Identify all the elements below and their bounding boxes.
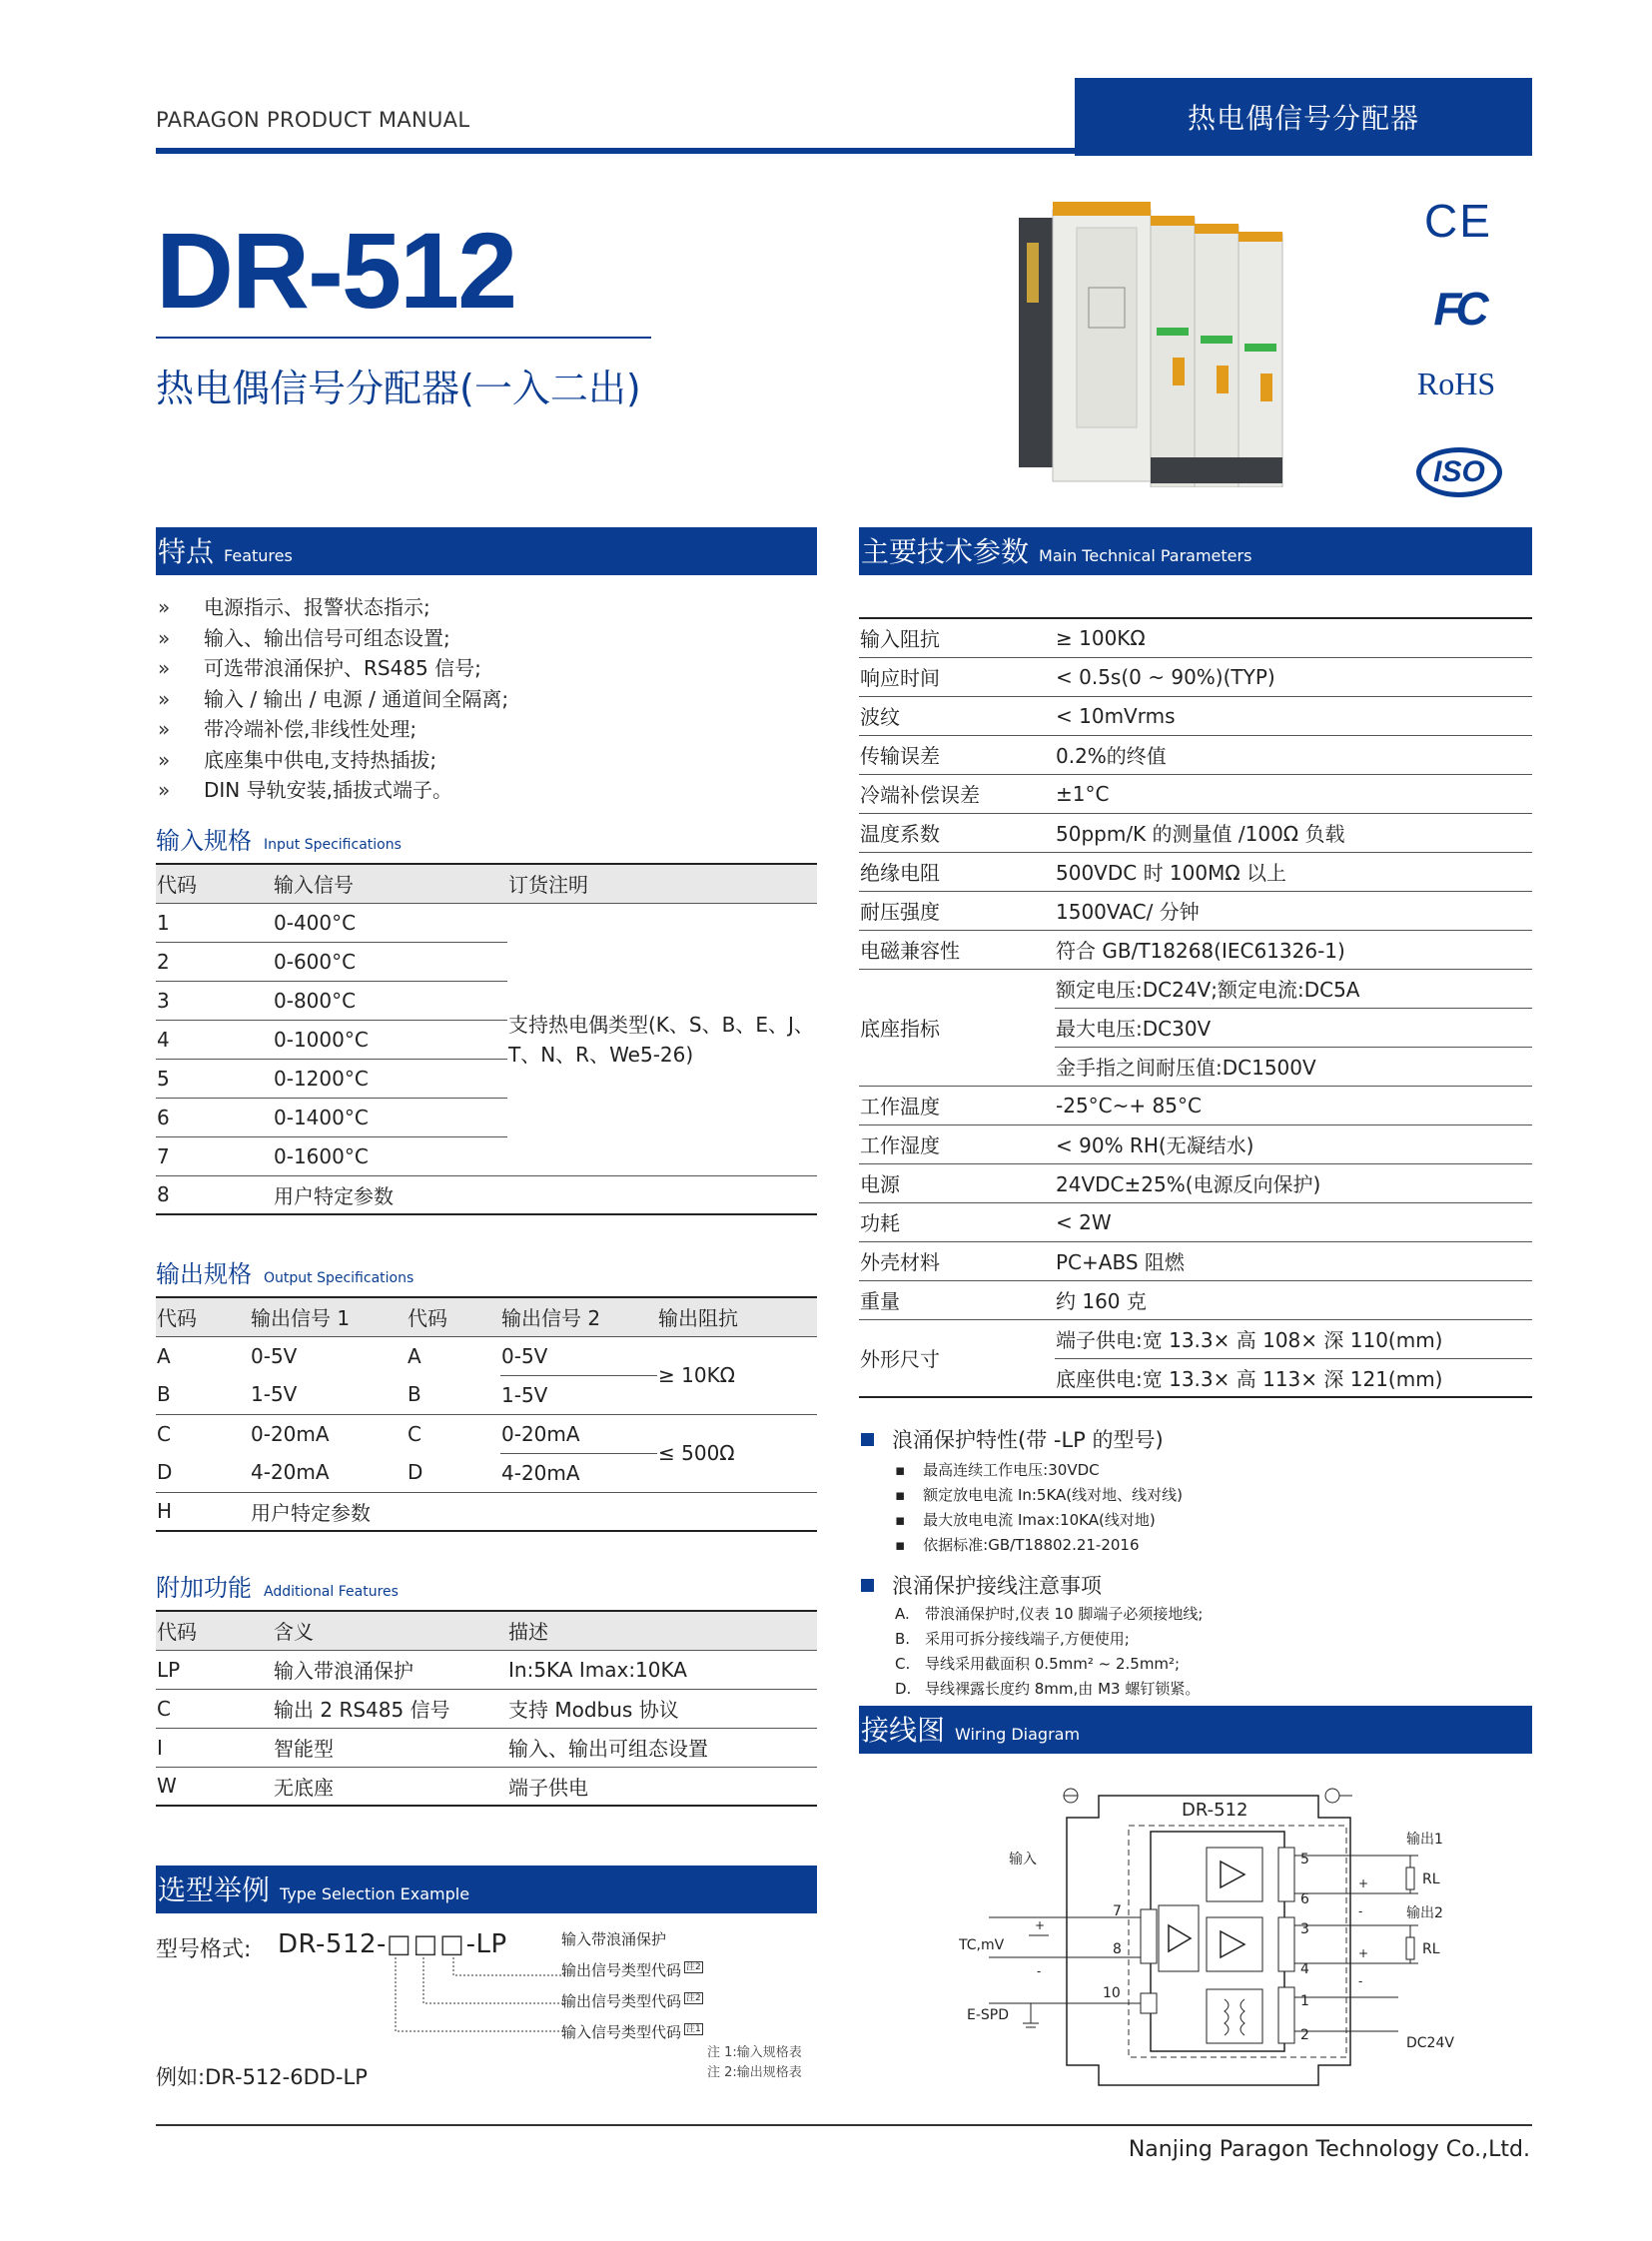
category-badge: 热电偶信号分配器 [1075,78,1532,156]
svg-text:6: 6 [1300,1891,1309,1907]
fcc-mark-icon: FC [1433,283,1483,335]
table-row: A 0-5V A 0-5V ≥ 10KΩ [156,1336,817,1375]
wiring-title-en: Wiring Diagram [955,1725,1081,1744]
table-row: 2 0-600°C [156,942,817,981]
features-header [156,527,817,575]
svg-text:7: 7 [1113,1903,1122,1919]
extra-features-title-en: Additional Features [264,1584,399,1600]
format-suffix: -LP [465,1929,507,1959]
product-subtitle: 热电偶信号分配器(一入二出) [156,367,641,410]
company-name: Nanjing Paragon Technology Co.,Ltd. [1128,2137,1530,2162]
table-row: I 智能型 输入、输出可组态设置 [156,1728,817,1767]
table-row: 底座指标 额定电压:DC24V;额定电流:DC5A [859,969,1532,1008]
callout-item: 输入带浪涌保护 [561,1930,667,1948]
list-item: D. 导线裸露长度约 8mm,由 M3 螺钉锁紧。 [895,1680,1201,1698]
title-rule [156,337,651,339]
wiring-title: 接线图 [861,1714,946,1747]
svg-text:-: - [1358,1904,1363,1918]
list-item: » 底座集中供电,支持热插拔; [158,747,437,772]
list-item: ▪ 最大放电电流 Imax:10KA(线对地) [895,1511,1156,1529]
rl2-label: RL [1422,1941,1440,1957]
table-row: LP 输入带浪涌保护 In:5KA Imax:10KA [156,1650,817,1689]
features-list [156,592,817,806]
list-item: ▪ 额定放电电流 In:5KA(线对地、线对线) [895,1486,1184,1504]
table-header-row: 代码 输入信号 订货注明 [156,864,817,903]
table-row: 温度系数 50ppm/K 的测量值 /100Ω 负载 [859,813,1532,852]
list-item: ▪ 依据标准:GB/T18802.21-2016 [895,1536,1140,1554]
wiring-notes-list [895,1602,1203,1702]
svg-text:8: 8 [1113,1941,1122,1957]
table-row: 重量 约 160 克 [859,1280,1532,1319]
output-spec-title: 输出规格 [156,1260,252,1288]
footer-rule [156,2124,1532,2126]
device-label: DR-512 [1182,1800,1248,1821]
table-header-row: 代码 输出信号 1 代码 输出信号 2 输出阻抗 [156,1297,817,1336]
note-2: 注 2:输出规格表 [707,2065,802,2080]
list-item: C. 导线采用截面积 0.5mm² ~ 2.5mm²; [895,1655,1181,1673]
input-note: 支持热电偶类型(K、S、B、E、J、T、N、R、We5-26) [507,903,817,1175]
impedance-voltage: ≥ 10KΩ [657,1336,817,1414]
table-row: B 1-5V B 1-5V [156,1375,817,1414]
surge-title: 浪涌保护特性(带 -LP 的型号) [892,1428,1164,1452]
features-title-en: Features [224,546,293,565]
table-row: H 用户特定参数 [157,1499,371,1525]
extra-features-table [156,1610,817,1807]
table-row: C 0-20mA C 0-20mA ≤ 500Ω [156,1414,817,1453]
table-row: 底座供电:宽 13.3× 高 113× 深 121(mm) [1056,1366,1443,1391]
table-row: 4 0-1000°C [156,1020,817,1059]
svg-text:5: 5 [1300,1852,1309,1868]
selection-title: 选型举例 [158,1873,271,1906]
svg-text:10: 10 [1103,1985,1121,2001]
table-row: 外形尺寸 端子供电:宽 13.3× 高 108× 深 110(mm) [859,1319,1532,1358]
square-bullet-icon [861,1433,874,1446]
selection-title-en: Type Selection Example [280,1884,470,1903]
input-spec-title-en: Input Specifications [264,837,402,853]
list-item: » 输入 / 输出 / 电源 / 通道间全隔离; [158,686,509,711]
extra-features-header [156,1568,399,1603]
input-label: 输入 [1009,1852,1037,1868]
output-spec-table [156,1296,817,1532]
callout-item: 输出信号类型代码 $^{注2}$ [561,1961,701,1979]
output-spec-header [156,1254,413,1289]
tech-params-table [859,617,1532,1398]
list-item: » 带冷端补偿,非线性处理; [158,717,417,741]
tc-label: TC,mV [959,1937,1005,1953]
table-row: 3 0-800°C [156,981,817,1020]
impedance-current: ≤ 500Ω [657,1414,817,1492]
note-1: 注 1:输入规格表 [707,2045,802,2060]
wiring-header [859,1706,1532,1754]
list-item: ▪ 最高连续工作电压:30VDC [895,1461,1100,1479]
features-title: 特点 [158,535,215,568]
list-item: » DIN 导轨安装,插拔式端子。 [158,778,452,802]
rl1-label: RL [1422,1871,1440,1887]
wiring-notes-header [861,1570,1102,1600]
table-row: 传输误差 0.2%的终值 [859,735,1532,774]
svg-text:+: + [1358,1876,1369,1890]
model-title: DR-512 [156,210,516,331]
format-model-prefix: DR-512- [278,1929,387,1959]
table-row: 1 0-400°C 支持热电偶类型(K、S、B、E、J、T、N、R、We5-26) [156,903,817,942]
table-row: 工作湿度 < 90% RH(无凝结水) [859,1124,1532,1163]
table-row: W 无底座 端子供电 [157,1774,588,1800]
svg-text:-: - [1037,1964,1042,1978]
callout-item: 输出信号类型代码 $^{注2}$ [561,1992,701,2010]
table-row: 响应时间 < 0.5s(0 ~ 90%)(TYP) [859,657,1532,696]
iso-mark-icon [1416,447,1502,497]
table-row: 电磁兼容性 符合 GB/T18268(IEC61326-1) [859,930,1532,969]
output2-label: 输出2 [1406,1905,1443,1921]
rohs-mark: RoHS [1416,366,1496,401]
list-item: B. 采用可拆分接线端子,方便使用; [895,1630,1130,1648]
manual-label: PARAGON PRODUCT MANUAL [156,108,470,132]
input-spec-title: 输入规格 [156,827,252,855]
svg-text:3: 3 [1300,1921,1309,1937]
square-bullet-icon [861,1579,874,1592]
header-rule [156,148,1075,154]
svg-text:2: 2 [1300,2027,1309,2043]
callout-leaders [390,1955,565,2047]
table-row: C 输出 2 RS485 信号 支持 Modbus 协议 [156,1689,817,1728]
input-spec-header [156,821,402,856]
svg-text:1: 1 [1300,1993,1309,2009]
svg-text:+: + [1358,1946,1369,1960]
list-item: » 输入、输出信号可组态设置; [158,625,450,650]
tech-params-title-en: Main Technical Parameters [1039,546,1252,565]
selection-example: 例如:DR-512-6DD-LP [156,2065,368,2089]
svg-text:-: - [1358,1974,1363,1988]
spd-label: E-SPD [967,2007,1010,2023]
dc-label: DC24V [1406,2035,1454,2051]
output-spec-title-en: Output Specifications [264,1270,414,1286]
table-row: 7 0-1600°C [156,1136,817,1175]
table-row: 外壳材料 PC+ABS 阻燃 [859,1241,1532,1280]
table-row: 工作温度 -25°C~+ 85°C [859,1086,1532,1124]
iso-mark-text: ISO [1433,455,1485,488]
surge-list [895,1458,1183,1558]
table-row: 耐压强度 1500VAC/ 分钟 [859,891,1532,930]
table-row: 5 0-1200°C [156,1059,817,1098]
format-code-boxes: □□□ [386,1929,466,1959]
table-row: 冷端补偿误差 ±1°C [859,774,1532,813]
wiring-diagram [859,1768,1532,2097]
product-image [1017,198,1286,487]
output1-label: 输出1 [1406,1832,1443,1848]
format-label: 型号格式: [156,1937,252,1962]
table-row: 绝缘电阻 500VDC 时 100MΩ 以上 [859,852,1532,891]
plus-terminal-icon [1325,1789,1339,1803]
table-row: 8 用户特定参数 [157,1182,394,1208]
svg-text:+: + [1035,1918,1046,1932]
list-item: » 电源指示、报警状态指示; [158,595,430,619]
table-row: 金手指之间耐压值:DC1500V [859,1047,1532,1086]
table-row: 6 0-1400°C [156,1098,817,1136]
extra-features-title: 附加功能 [156,1574,252,1602]
tech-params-title: 主要技术参数 [861,535,1030,568]
callout-item: 输入信号类型代码 $^{注1}$ [561,2023,701,2041]
input-spec-table [156,863,817,1215]
ce-mark-icon: CE [1424,195,1492,247]
table-row: 最大电压:DC30V [859,1008,1532,1047]
selection-header [156,1866,817,1913]
svg-text:4: 4 [1300,1961,1309,1977]
table-row: 电源 24VDC±25%(电源反向保护) [859,1163,1532,1202]
table-header-row: 代码 含义 描述 [156,1611,817,1650]
list-item: » 可选带浪涌保护、RS485 信号; [158,656,481,680]
tech-params-header [859,527,1532,575]
table-row: D 4-20mA D 4-20mA [156,1453,817,1492]
wiring-notes-title: 浪涌保护接线注意事项 [892,1574,1102,1598]
list-item: A. 带浪涌保护时,仪表 10 脚端子必须接地线; [895,1605,1204,1623]
table-row: 功耗 < 2W [859,1202,1532,1241]
table-row: 波纹 < 10mVrms [859,696,1532,735]
callout-list [561,1925,703,2046]
table-row: 输入阻抗 ≥ 100KΩ [859,618,1532,657]
surge-header [861,1424,1164,1454]
selection-notes [707,2043,802,2083]
